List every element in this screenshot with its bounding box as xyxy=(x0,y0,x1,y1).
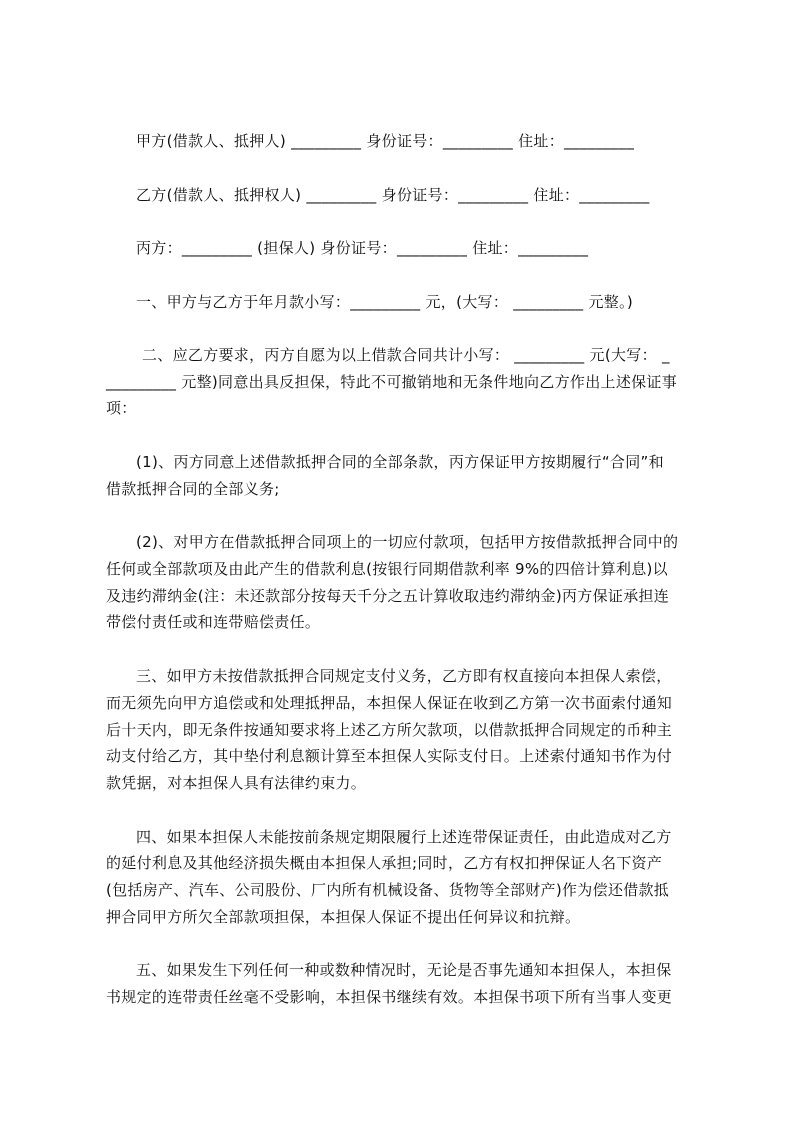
clause-3-line-4: 动支付给乙方，其中垫付利息额计算至本担保人实际支付日。上述索付通知书作为付 xyxy=(106,747,673,765)
clause-5-line-2: 书规定的连带责任丝毫不受影响，本担保书继续有效。本担保书项下所有当事人变更 xyxy=(106,988,673,1006)
party-c-line: 丙方：_________ (担保人) 身份证号：_________ 住址：_________ xyxy=(136,239,589,257)
clause-2-line-3: 项： xyxy=(106,399,137,417)
item-2-line-1: (2)、对甲方在借款抵押合同项上的一切应付款项，包括甲方按借款抵押合同中的 xyxy=(136,533,679,551)
clause-5-line-1: 五、如果发生下列任何一种或数种情况时，无论是否事先通知本担保人，本担保 xyxy=(136,961,672,979)
item-2-line-3: 及违约滞纳金(注：未还款部分按每天千分之五计算收取违约滞纳金)丙方保证承担连 xyxy=(106,587,670,605)
clause-1-line: 一、甲方与乙方于年月款小写：_________ 元，(大写： _________ 元整。) xyxy=(136,293,634,311)
clause-4-line-3: (包括房产、汽车、公司股份、厂内所有机械设备、货物等全部财产)作为偿还借款抵 xyxy=(106,881,670,899)
clause-3-line-5: 款凭据，对本担保人具有法律约束力。 xyxy=(106,774,367,792)
party-a-line: 甲方(借款人、抵押人) _________ 身份证号：_________ 住址：_________ xyxy=(136,132,635,150)
clause-2-line-1: 二、应乙方要求，丙方自愿为以上借款合同共计小写： _________ 元(大写： _ xyxy=(142,346,670,364)
item-1-line-2: 借款抵押合同的全部义务; xyxy=(106,480,280,498)
clause-3-line-1: 三、如甲方未按借款抵押合同规定支付义务，乙方即有权直接向本担保人索偿， xyxy=(136,667,672,685)
clause-4-line-4: 押合同甲方所欠全部款项担保，本担保人保证不提出任何异议和抗辩。 xyxy=(106,908,581,926)
clause-3-line-2: 而无须先向甲方追偿或和处理抵押品，本担保人保证在收到乙方第一次书面索付通知 xyxy=(106,694,673,712)
item-2-line-2: 任何或全部款项及由此产生的借款利息(按银行同期借款利率 9%的四倍计算利息)以 xyxy=(106,560,668,578)
clause-2-line-2: _________ 元整)同意出具反担保，特此不可撤销地和无条件地向乙方作出上述保证事 xyxy=(106,373,678,391)
clause-3-line-3: 后十天内，即无条件按通知要求将上述乙方所欠款项，以借款抵押合同规定的币种主 xyxy=(106,721,673,739)
item-2-line-4: 带偿付责任或和连带赔偿责任。 xyxy=(106,613,321,631)
clause-4-line-2: 的延付利息及其他经济损失概由本担保人承担;同时，乙方有权扣押保证人名下资产 xyxy=(106,854,663,872)
item-1-line-1: (1)、丙方同意上述借款抵押合同的全部条款，丙方保证甲方按期履行“合同”和 xyxy=(136,453,664,471)
party-b-line: 乙方(借款人、抵押权人) _________ 身份证号：_________ 住址：_________ xyxy=(136,186,650,204)
clause-4-line-1: 四、如果本担保人未能按前条规定期限履行上述连带保证责任，由此造成对乙方 xyxy=(136,828,672,846)
